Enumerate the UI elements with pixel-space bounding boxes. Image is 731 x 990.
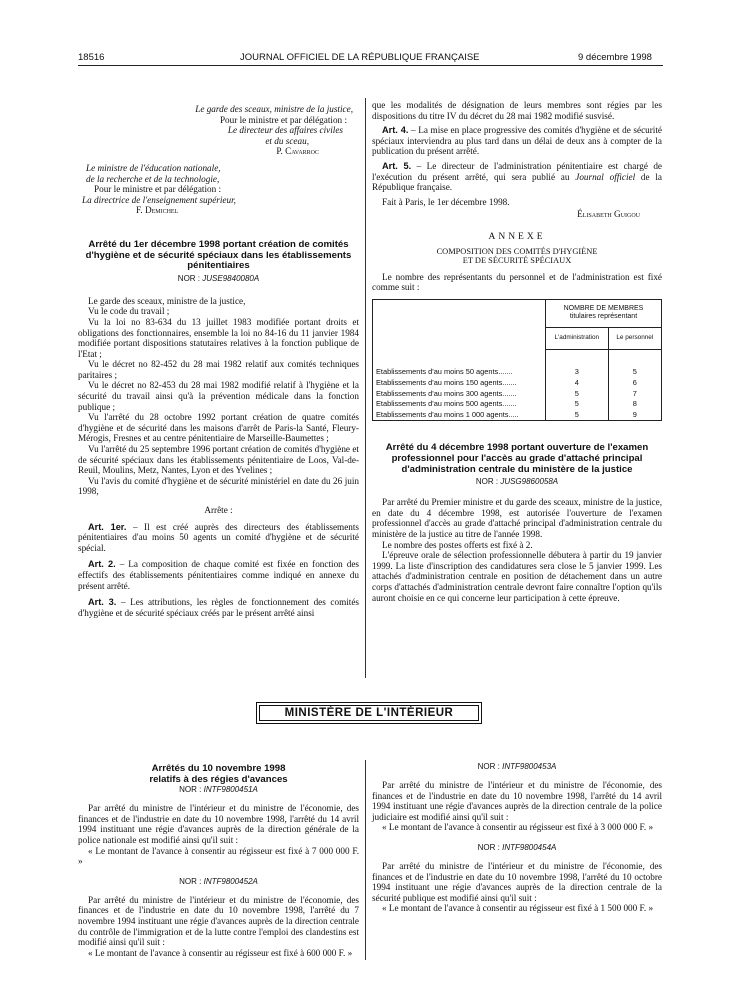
arrete-continuation (372, 100, 662, 220)
header-date: 9 décembre 1998 (578, 52, 652, 63)
paragraph: Le nombre des postes offerts est fixé à 2. (382, 539, 533, 550)
table-cell-label: Etablissements d'au moins 150 agents....... (373, 378, 546, 389)
table-group-header-line: NOMBRE DE MEMBRES (563, 305, 644, 313)
signature-line: de la recherche et de la technologie, (86, 173, 220, 184)
nor-reference (78, 877, 359, 887)
table-row (373, 410, 662, 421)
signature-name: F. Demichel (136, 205, 179, 216)
arrete-body (78, 296, 359, 619)
ministry-banner (256, 702, 482, 724)
paragraph: Par arrêté du Premier ministre et du garde des sceaux, ministre de la justice, en date du 4 décembre 1998, est autorisée l'ouverture de l'examen professionnel d'accès au grade d'attaché principal d'administration centrale du ministère de la justice au titre de l'année 1998. (372, 497, 662, 539)
table-cell-label: Etablissements d'au moins 300 agents....... (373, 389, 546, 400)
column-divider-top (365, 98, 366, 678)
signature-block-justice (78, 104, 359, 157)
interieur-title (78, 764, 359, 785)
table-cell-personnel: 9 (608, 410, 661, 421)
paragraph: Vu l'arrêté du 25 septembre 1996 portant création de comités d'hygiène et de sécurité spéciaux dans les établissements pénitentiaire de Loos, Val-de-Reuil, Moulins, Metz, Nantes, Lyon et des Yvelines ; (78, 444, 359, 476)
signature-name: P. Cavarroc (276, 146, 319, 157)
table-spacer-cell (373, 349, 546, 367)
journal-officiel: Journal officiel (575, 171, 636, 182)
nor-code: INTF9800451A (203, 785, 258, 795)
paragraph: Par arrêté du ministre de l'intérieur et du ministre de l'économie, des finances et de l'industrie en date du 10 novembre 1998, l'arrêté du 14 avril 1994 instituant une régie d'avances auprès de la direction centrale de la police judiciaire est modifié ainsi qu'il suit : (372, 780, 662, 822)
table-cell-personnel: 5 (608, 367, 661, 378)
article-label: Art. 5. (382, 160, 412, 171)
annexe-intro: Le nombre des représentants du personnel et de l'administration est fixé comme suit : (372, 271, 662, 293)
table-cell-admin: 3 (546, 367, 609, 378)
right-column-bottom (372, 762, 662, 914)
table-row (373, 367, 662, 378)
annexe-table (372, 299, 662, 421)
interieur-title-line: Arrêtés du 10 novembre 1998 (151, 763, 286, 774)
article-1 (78, 522, 359, 554)
nor-code: INTF9800453A (502, 762, 557, 771)
regie-block (372, 780, 662, 833)
col-admin-header: L'administration (546, 327, 609, 349)
article-text: – La composition de chaque comité est fixée en fonction des effectifs des établissements pénitentiaires comme indiqué en annexe du présent arrêté. (78, 559, 359, 591)
nor-label: NOR : (177, 273, 201, 283)
nor-label: NOR : (477, 842, 500, 852)
table-cell-personnel: 7 (608, 389, 661, 400)
table-row (373, 389, 662, 400)
nor-reference (78, 274, 359, 284)
annexe-title: ANNEXE (488, 231, 546, 242)
quote: « Le montant de l'avance à consentir au régisseur est fixé à 600 000 F. » (88, 947, 353, 958)
nor-code: JUSG9860058A (500, 477, 559, 487)
nor-code: INTF9800452A (203, 876, 258, 886)
regie-block (78, 895, 359, 959)
ministry-name: MINISTÈRE DE L'INTÉRIEUR (284, 707, 454, 719)
paragraph: Vu l'arrêté du 28 octobre 1992 portant création de quatre comités d'hygiène et de sécurité dans les maisons d'arrêt de Paris-la Santé, Fleury-Mérogis, Fresnes et au centre pénitentiaire de Marseille-Baumettes ; (78, 412, 359, 444)
nor-reference (372, 762, 662, 772)
paragraph: Par arrêté du ministre de l'intérieur et du ministre de l'économie, des finances et de l'industrie en date du 10 novembre 1998, l'arrêté du 7 novembre 1994 instituant une régie d'avances auprès de la direction centrale du contrôle de l'immigration et de la lutte contre l'emploi des clandestins est modifié ainsi qu'il suit : (78, 894, 359, 948)
table-row (373, 378, 662, 389)
arrete-body (372, 497, 662, 603)
annexe-subtitle-line: ET DE SÉCURITÉ SPÉCIAUX (462, 256, 572, 266)
article-4 (372, 125, 662, 157)
signature-line: La directrice de l'enseignement supérieur, (82, 194, 236, 205)
table-group-header-line: titulaires représentant (569, 313, 638, 321)
regie-block (372, 861, 662, 914)
table-cell-admin: 4 (546, 378, 609, 389)
signature-guigou: Élisabeth Guigou (577, 209, 640, 220)
table-cell-label: Etablissements d'au moins 50 agents....... (373, 367, 546, 378)
table-row (373, 399, 662, 410)
arrete-word: Arrête : (204, 505, 233, 515)
nor-reference (78, 785, 359, 795)
table-cell-admin: 5 (546, 389, 609, 400)
interieur-title-line: relatifs à des régies d'avances (149, 773, 288, 785)
signature-line: et du sceau, (265, 135, 309, 146)
arrete-title-text: Arrêté du 1er décembre 1998 portant création de comités d'hygiène et de sécurité spéciaux dans les établissements pénitentiaires (85, 238, 352, 272)
left-column-bottom (78, 764, 359, 958)
table-cell-admin: 5 (546, 399, 609, 410)
annexe-subtitle (372, 247, 662, 266)
signature-line: Le ministre de l'éducation nationale, (86, 162, 221, 173)
paragraph: Vu l'avis du comité d'hygiène et de sécurité ministériel en date du 26 juin 1998, (78, 475, 359, 497)
paragraph: que les modalités de désignation de leurs membres sont régies par les dispositions du titre IV du décret du 28 mai 1982 modifié susvisé. (372, 100, 662, 121)
nor-label: NOR : (179, 876, 202, 886)
article-label: Art. 4. (382, 125, 409, 136)
article-text: de la République française. (372, 171, 662, 193)
table-corner (373, 299, 546, 349)
signature-line: Le garde des sceaux, ministre de la justice, (195, 104, 353, 114)
column-divider-bottom (365, 760, 366, 960)
signature-line: Pour le ministre et par délégation : (94, 184, 222, 195)
paragraph: L'épreuve orale de sélection professionnelle débutera à partir du 19 janvier 1999. La liste d'inscription des candidatures sera close le 5 janvier 1999. Les attachés d'administration centrale en position de détachement dans un autre corps d'attachés d'administration centrale devront faire connaître l'option qu'ils auront choisie en ce qui concerne leur participation à cette épreuve. (372, 550, 662, 603)
table-cell-label: Etablissements d'au moins 500 agents....... (373, 399, 546, 410)
nor-label: NOR : (475, 477, 499, 487)
table-spacer-cell (546, 349, 609, 367)
quote: « Le montant de l'avance à consentir au régisseur est fixé à 1 500 000 F. » (382, 903, 654, 914)
table-cell-label: Etablissements d'au moins 1 000 agents..... (373, 410, 546, 421)
journal-title: JOURNAL OFFICIEL DE LA RÉPUBLIQUE FRANÇAISE (240, 52, 480, 63)
article-label: Art. 2. (88, 559, 116, 570)
article-2 (78, 559, 359, 591)
paragraph: Vu la loi no 83-634 du 13 juillet 1983 modifiée portant droits et obligations des fonctionnaires, ensemble la loi no 84-16 du 11 janvier 1984 modifiée portant dispositions statutaires relatives à la fonction publique de l'Etat ; (78, 316, 359, 359)
fait-a: Fait à Paris, le 1er décembre 1998. (382, 196, 510, 207)
paragraph: Vu le décret no 82-453 du 28 mai 1982 modifié relatif à l'hygiène et la sécurité du travail ainsi qu'à la prévention médicale dans la fonction publique ; (78, 380, 359, 412)
table-cell-admin: 5 (546, 410, 609, 421)
article-3 (78, 597, 359, 618)
page-number: 18516 (78, 52, 105, 63)
arrete-title (78, 240, 359, 272)
quote: « Le montant de l'avance à consentir au régisseur est fixé à 7 000 000 F. » (78, 845, 359, 867)
table-header-row (373, 299, 662, 327)
regie-block (78, 803, 359, 867)
paragraph: Le garde des sceaux, ministre de la justice, (88, 295, 246, 306)
article-label: Art. 1er. (88, 521, 127, 532)
nor-reference (372, 843, 662, 853)
table-cell-personnel: 6 (608, 378, 661, 389)
header-rule (78, 65, 663, 66)
article-label: Art. 3. (88, 597, 117, 608)
paragraph: Par arrêté du ministre de l'intérieur et du ministre de l'économie, des finances et de l'industrie en date du 10 novembre 1998, l'arrêté du 10 octobre 1994 instituant une régie d'avances auprès de la direction centrale de la sécurité publique est modifié ainsi qu'il suit : (372, 860, 662, 903)
article-5 (372, 161, 662, 193)
ministry-banner-inner (259, 705, 479, 721)
left-column-top (78, 104, 359, 618)
nor-code: JUSE9840080A (202, 273, 260, 283)
nor-code: INTF9800454A (502, 842, 557, 852)
table-spacer-row (373, 349, 662, 367)
signature-block-education (78, 163, 359, 216)
arrete-title (372, 443, 662, 475)
table-cell-personnel: 8 (608, 399, 661, 410)
paragraph: Par arrêté du ministre de l'intérieur et du ministre de l'économie, des finances et de l'industrie en date du 10 novembre 1998, l'arrêté du 14 avril 1994 instituant une régie d'avances auprès de la direction générale de la police nationale est modifié ainsi qu'il suit : (78, 803, 359, 845)
table-spacer-cell (608, 349, 661, 367)
nor-reference (372, 477, 662, 487)
arrete-title-text: Arrêté du 4 décembre 1998 portant ouverture de l'examen professionnel pour l'accès au grade d'attaché principal d'administration centrale du ministère de la justice (385, 442, 649, 475)
paragraph: Vu le décret no 82-452 du 28 mai 1982 relatif aux comités techniques paritaires ; (78, 359, 359, 380)
col-personnel-header: Le personnel (608, 327, 661, 349)
article-text: – Il est créé auprès des directeurs des établissements pénitentiaires d'au moins 50 agents un comité d'hygiène et de sécurité spécial. (78, 521, 360, 553)
article-text: – La mise en place progressive des comités d'hygiène et de sécurité spéciaux interviendra au plus tard dans un délai de deux ans à compter de la publication du présent arrêté. (372, 125, 662, 157)
signature-line: Pour le ministre et par délégation : (219, 114, 347, 125)
nor-label: NOR : (179, 785, 202, 795)
nor-label: NOR : (477, 762, 500, 771)
quote: « Le montant de l'avance à consentir au régisseur est fixé à 3 000 000 F. » (382, 822, 654, 833)
article-text: – Le directeur de l'administration pénitentiaire est chargé de l'exécution du présent arrêté, qui sera publié au (372, 160, 662, 182)
article-text: – Les attributions, les règles de fonctionnement des comités d'hygiène et de sécurité spéciaux créés par le présent arrêté ainsi (78, 597, 359, 618)
annexe-subtitle-line: COMPOSITION DES COMITÉS D'HYGIÈNE (436, 246, 598, 256)
right-column-top (372, 100, 662, 603)
table-group-header (546, 299, 662, 327)
paragraph: Vu le code du travail ; (88, 306, 170, 317)
signature-line: Le directeur des affaires civiles (227, 125, 343, 136)
